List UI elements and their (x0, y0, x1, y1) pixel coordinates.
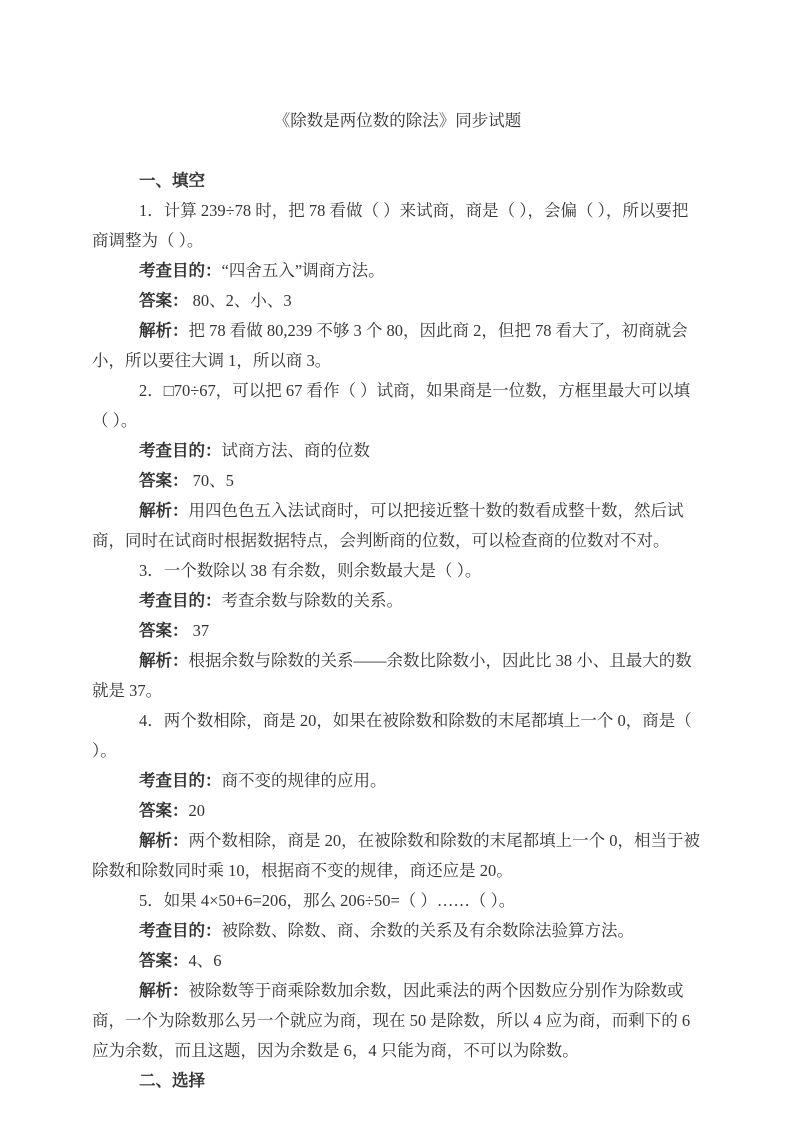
purpose-line (92, 436, 703, 466)
analysis-label: 解析： (139, 321, 189, 340)
blank-line (92, 136, 703, 166)
purpose-line (92, 766, 703, 796)
answer-text: 4、6 (188, 951, 222, 970)
purpose-label: 考查目的： (139, 771, 222, 790)
question-text: 3．一个数除以 38 有余数，则余数最大是（ ）。 (139, 561, 482, 580)
answer-line (92, 796, 703, 826)
analysis-label: 解析： (139, 831, 189, 850)
purpose-label: 考查目的： (139, 441, 222, 460)
section-heading-choice: 二、选择 (139, 1071, 205, 1090)
question-text: 5．如果 4×50+6=206，那么 206÷50=（ ）……（ ）。 (139, 891, 516, 910)
analysis-label: 解析： (139, 501, 189, 520)
answer-line (92, 616, 703, 646)
question-text: 1．计算 239÷78 时，把 78 看做（ ）来试商，商是（ ），会偏（ ），所以要把商调整为（ ）。 (92, 201, 689, 250)
purpose-text: 考查余数与除数的关系。 (221, 591, 403, 610)
answer-text: 20 (188, 801, 205, 820)
purpose-text: 被除数、除数、商、余数的关系及有余数除法验算方法。 (221, 921, 634, 940)
analysis-line (92, 646, 703, 706)
answer-label: 答案： (139, 291, 189, 310)
purpose-text: 商不变的规律的应用。 (221, 771, 387, 790)
analysis-label: 解析： (139, 651, 189, 670)
analysis-text: 用四色色五入法试商时，可以把接近整十数的数看成整十数，然后试商，同时在试商时根据数据特点，会判断商的位数，可以检查商的位数对不对。 (92, 501, 684, 550)
answer-text: 37 (188, 621, 210, 640)
answer-line (92, 466, 703, 496)
document-content (92, 106, 703, 1096)
purpose-label: 考查目的： (139, 591, 222, 610)
analysis-line (92, 496, 703, 556)
doc-title: 《除数是两位数的除法》同步试题 (273, 111, 522, 130)
purpose-text: “四舍五入”调商方法。 (221, 261, 385, 280)
answer-label: 答案： (139, 951, 189, 970)
analysis-text: 两个数相除，商是 20，在被除数和除数的末尾都填上一个 0，相当于被除数和除数同时乘 10，根据商不变的规律，商还应是 20。 (92, 831, 700, 880)
analysis-text: 把 78 看做 80,239 不够 3 个 80，因此商 2，但把 78 看大了，初商就会小，所以要往大调 1，所以商 3。 (92, 321, 688, 370)
answer-text: 80、2、小、3 (188, 291, 292, 310)
analysis-line (92, 826, 703, 886)
purpose-line (92, 256, 703, 286)
analysis-text: 根据余数与除数的关系——余数比除数小，因此比 38 小、且最大的数就是 37。 (92, 651, 692, 700)
question-text: 2．□70÷67，可以把 67 看作（ ）试商，如果商是一位数，方框里最大可以填（ ）。 (92, 381, 691, 430)
purpose-text: 试商方法、商的位数 (221, 441, 370, 460)
analysis-text: 被除数等于商乘除数加余数，因此乘法的两个因数应分别作为除数或商，一个为除数那么另一个就应为商，现在 50 是除数，所以 4 应为商，而剩下的 6 应为余数，而且这题，因为余数是 6，4 只能为商，不可以为除数。 (92, 981, 695, 1060)
answer-label: 答案： (139, 471, 189, 490)
purpose-line (92, 916, 703, 946)
purpose-label: 考查目的： (139, 921, 222, 940)
answer-line (92, 286, 703, 316)
analysis-label: 解析： (139, 981, 189, 1000)
analysis-line (92, 316, 703, 376)
answer-label: 答案： (139, 801, 189, 820)
question-text: 4．两个数相除，商是 20，如果在被除数和除数的末尾都填上一个 0，商是（ ）。 (92, 711, 696, 760)
section-heading-fill-in: 一、填空 (139, 171, 205, 190)
purpose-label: 考查目的： (139, 261, 222, 280)
analysis-line (92, 976, 703, 1066)
purpose-line (92, 586, 703, 616)
answer-text: 70、5 (188, 471, 234, 490)
answer-line (92, 946, 703, 976)
answer-label: 答案： (139, 621, 189, 640)
